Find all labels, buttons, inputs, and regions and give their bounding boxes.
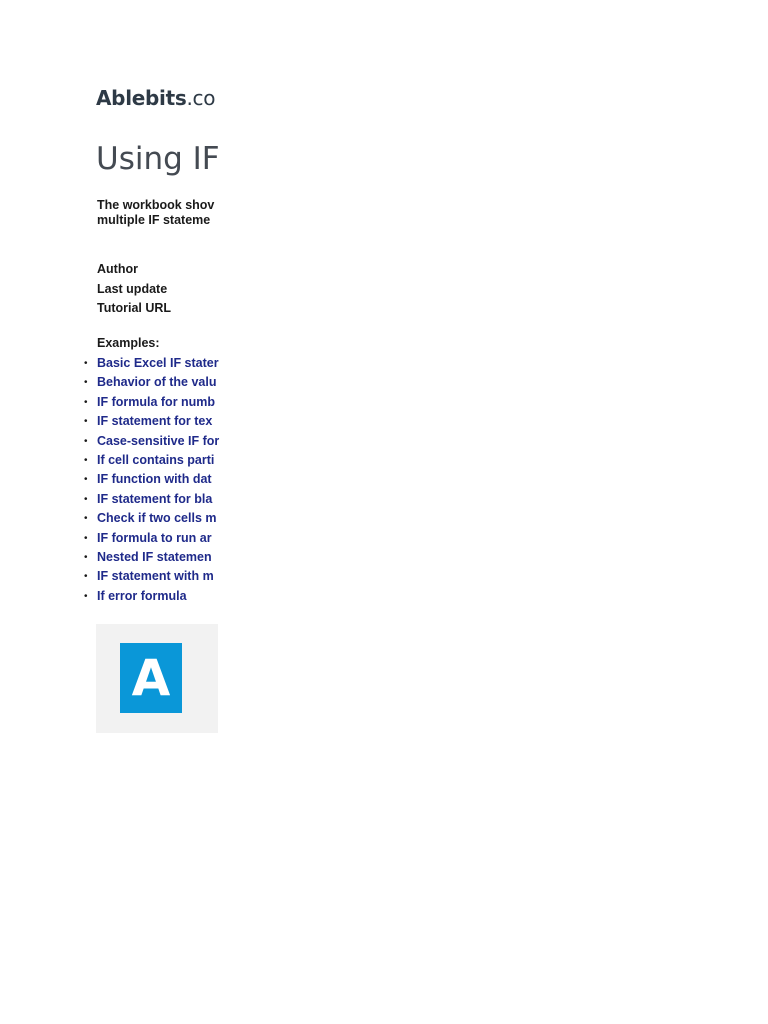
bullet: • — [84, 358, 88, 369]
example-link-multiple[interactable]: IF statement with m — [97, 569, 214, 584]
bullet: • — [84, 590, 88, 602]
example-link-text[interactable]: IF statement for tex — [97, 414, 213, 429]
logo-tld: .co — [186, 86, 216, 110]
example-link-run-another[interactable]: IF formula to run ar — [97, 530, 212, 545]
workbook-meta — [97, 260, 171, 319]
list-item — [97, 393, 219, 412]
list-item — [97, 490, 219, 509]
list-item — [97, 451, 219, 470]
list-item — [97, 432, 219, 451]
ablebits-badge-panel — [96, 624, 218, 733]
bullet: • — [84, 474, 88, 486]
bullet: • — [84, 396, 88, 408]
bullet: • — [84, 377, 88, 389]
example-link-two-cells[interactable]: Check if two cells m — [97, 511, 217, 526]
examples-list — [97, 354, 219, 606]
list-item — [97, 548, 219, 567]
bullet: • — [84, 532, 88, 544]
ablebits-logo[interactable] — [96, 84, 215, 112]
description-line-2: multiple IF stateme — [97, 213, 211, 227]
example-link-if-error[interactable]: If error formula — [97, 588, 187, 603]
list-item — [97, 470, 219, 489]
example-link-basic-if[interactable]: Basic Excel IF stater — [97, 356, 219, 370]
example-link-numbers[interactable]: IF formula for numb — [97, 394, 216, 409]
example-link-behavior[interactable]: Behavior of the valu — [97, 375, 217, 390]
bullet: • — [84, 513, 88, 525]
list-item — [97, 509, 219, 528]
bullet-column — [84, 354, 88, 606]
sheet-visible-area — [0, 0, 220, 1024]
bullet: • — [84, 454, 88, 466]
bullet: • — [84, 435, 88, 447]
examples-heading: Examples: — [97, 336, 160, 350]
example-link-partial[interactable]: If cell contains parti — [97, 452, 215, 467]
page-title: Using IF — [96, 141, 220, 177]
ablebits-a-icon: A — [120, 643, 182, 713]
logo-brand: Ablebits — [96, 86, 187, 110]
description-line-1: The workbook shov — [97, 198, 215, 212]
bullet: • — [84, 551, 88, 563]
list-item — [97, 529, 219, 548]
author-label: Author — [97, 262, 138, 276]
bullet: • — [84, 416, 88, 428]
example-link-case-sensitive[interactable]: Case-sensitive IF for — [97, 433, 220, 448]
list-item — [97, 587, 219, 606]
list-item — [97, 373, 219, 392]
bullet: • — [84, 493, 88, 505]
example-link-nested[interactable]: Nested IF statemen — [97, 549, 212, 564]
list-item — [97, 412, 219, 431]
bullet: • — [84, 571, 88, 583]
list-item — [97, 567, 219, 586]
list-item — [97, 354, 219, 373]
example-link-dates[interactable]: IF function with dat — [97, 472, 212, 487]
workbook-description — [97, 198, 214, 228]
tutorial-url-label: Tutorial URL — [97, 301, 172, 315]
example-link-blank[interactable]: IF statement for bla — [97, 491, 213, 506]
last-update-label: Last update — [97, 281, 168, 296]
